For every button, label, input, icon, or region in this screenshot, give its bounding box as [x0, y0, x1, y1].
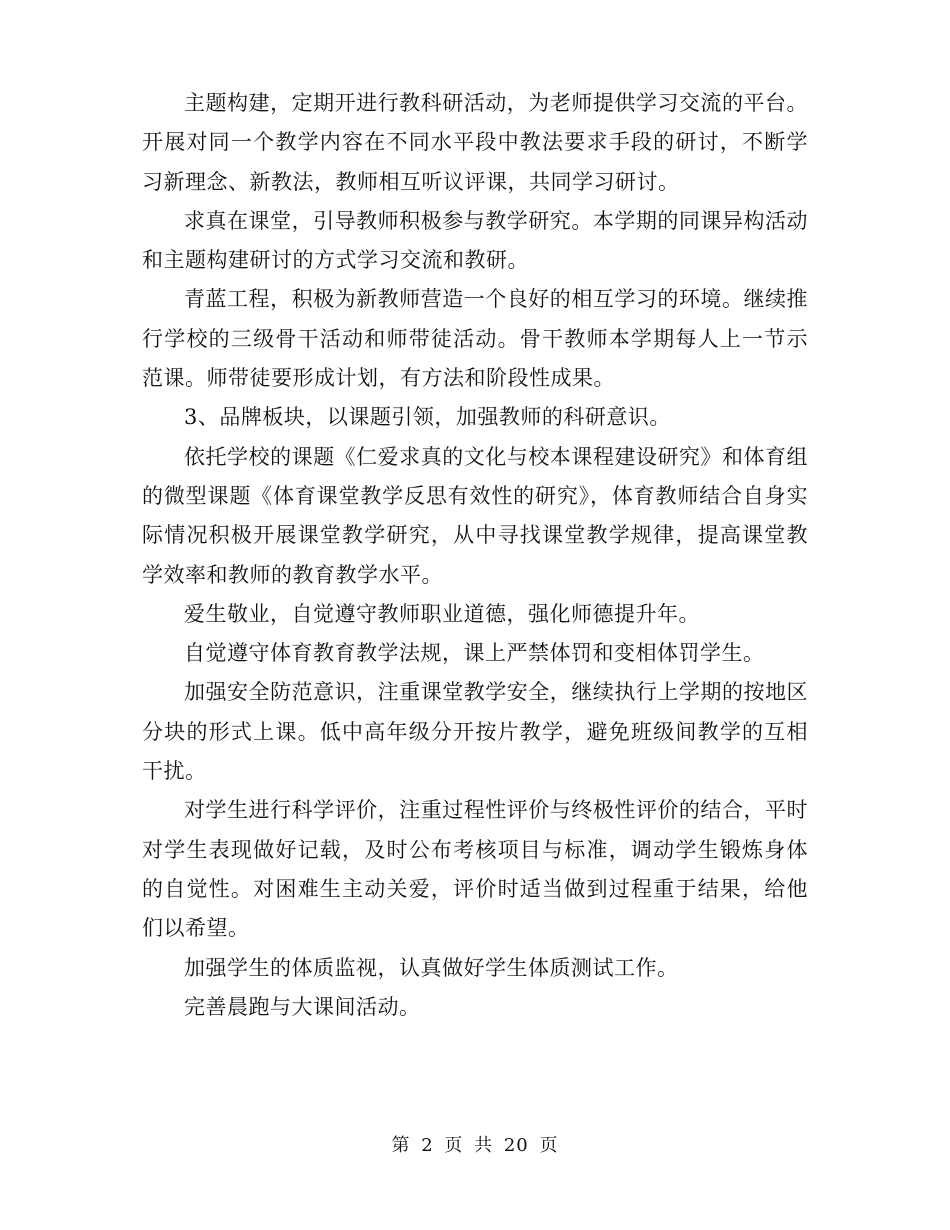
paragraph: 主题构建，定期开进行教科研活动，为老师提供学习交流的平台。开展对同一个教学内容在不同水平段中教法要求手段的研讨，不断学习新理念、新教法，教师相互听议评课，共同学习研讨。: [142, 91, 808, 194]
document-body: [142, 84, 808, 1027]
paragraph: 自觉遵守体育教育教学法规，课上严禁体罚和变相体罚学生。: [184, 641, 765, 666]
paragraph: 加强学生的体质监视，认真做好学生体质测试工作。: [184, 955, 679, 980]
paragraph: 依托学校的课题《仁爱求真的文化与校本课程建设研究》和体育组的微型课题《体育课堂教学反思有效性的研究》，体育教师结合自身实际情况积极开展课堂教学研究，从中寻找课堂教学规律，提高课堂教学效率和教师的教育教学水平。: [142, 444, 808, 587]
paragraph: 青蓝工程，积极为新教师营造一个良好的相互学习的环境。继续推行学校的三级骨干活动和师带徒活动。骨干教师本学期每人上一节示范课。师带徒要形成计划，有方法和阶段性成果。: [142, 287, 808, 391]
paragraph: 爱生敬业，自觉遵守教师职业道德，强化师德提升年。: [184, 601, 700, 626]
paragraph: 3、品牌板块，以课题引领，加强教师的科研意识。: [184, 405, 671, 430]
paragraph: 对学生进行科学评价，注重过程性评价与终极性评价的结合，平时对学生表现做好记载，及时公布考核项目与标准，调动学生锻炼身体的自觉性。对困难生主动关爱，评价时适当做到过程重于结果，给他们以希望。: [142, 798, 808, 941]
paragraph: 加强安全防范意识，注重课堂教学安全，继续执行上学期的按地区分块的形式上课。低中高年级分开按片教学，避免班级间教学的互相干扰。: [142, 680, 808, 784]
paragraph: 求真在课堂，引导教师积极参与教学研究。本学期的同课异构活动和主题构建研讨的方式学习交流和教研。: [142, 208, 808, 273]
page-number-footer: 第 2 页 共 20 页: [391, 1135, 559, 1156]
paragraph: 完善晨跑与大课间活动。: [184, 994, 421, 1019]
